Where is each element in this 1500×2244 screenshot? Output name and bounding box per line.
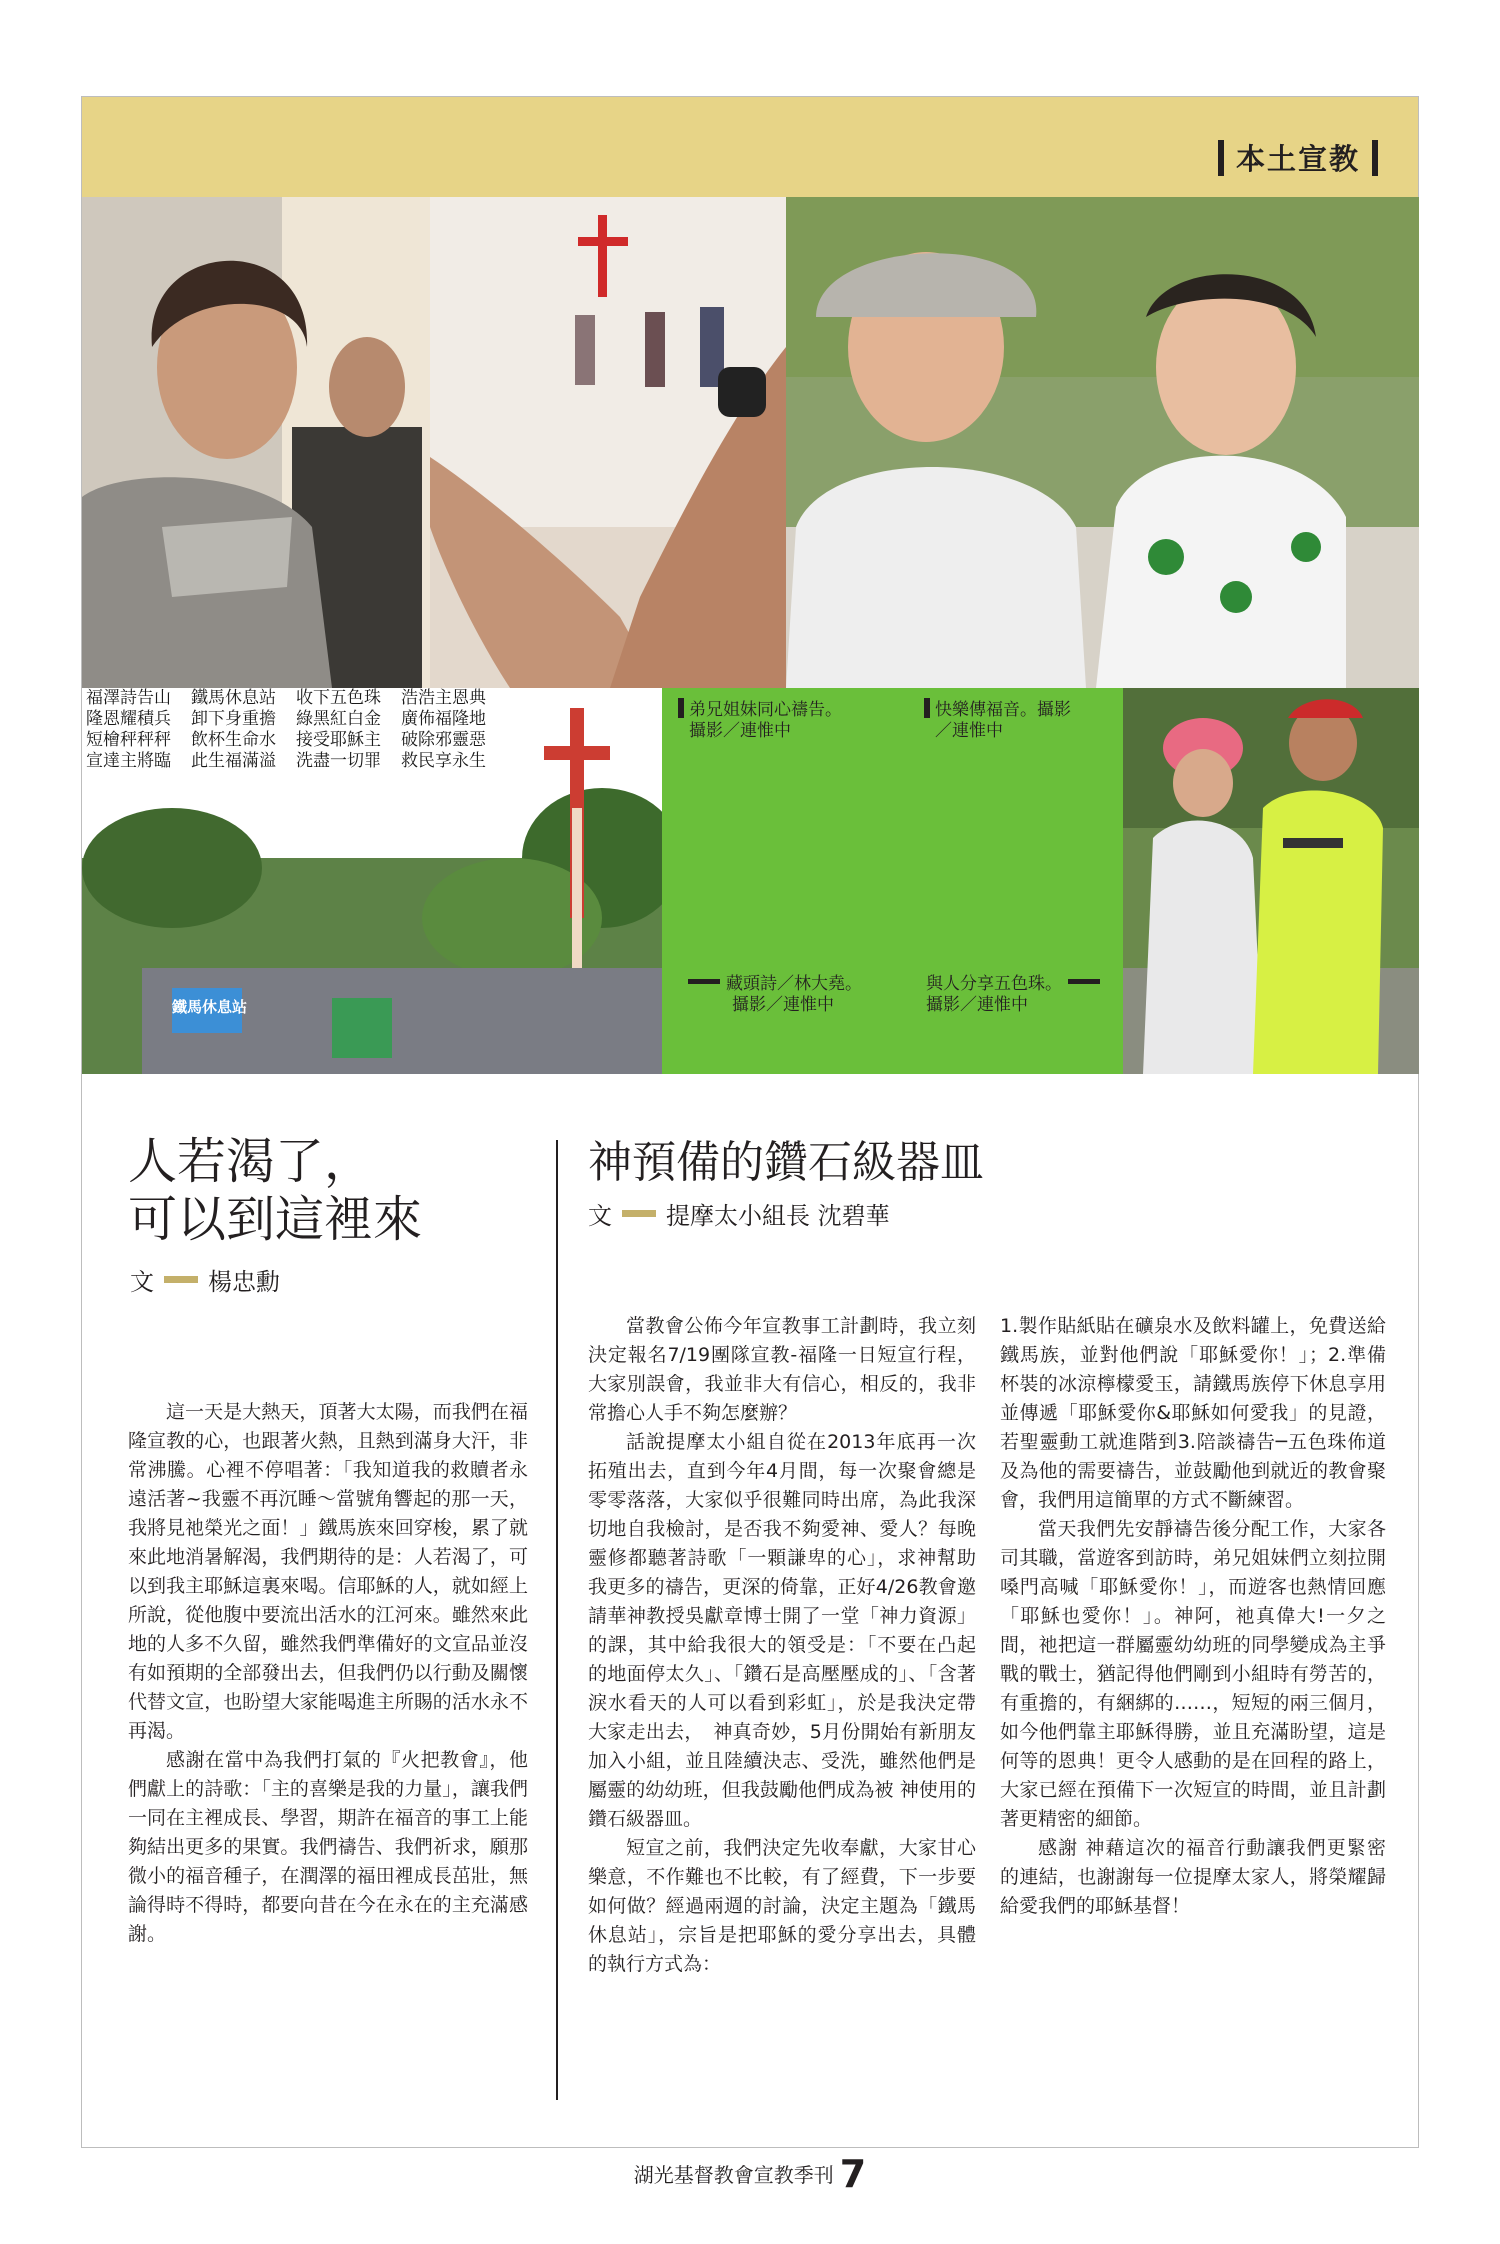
- photo-holding-hands: [430, 197, 786, 688]
- paragraph: 當教會公佈今年宣教事工計劃時，我立刻決定報名7/19團隊宣教-福隆一日短宣行程，大家別誤會，我並非大有信心，相反的，我非常擔心人手不夠怎麼辦？: [588, 1315, 976, 1424]
- byline-prefix: 文: [588, 1202, 612, 1230]
- article2-body-col1: [588, 1312, 976, 1979]
- page-number: 7: [839, 2152, 867, 2196]
- caption-text: 與人分享五色珠。: [926, 974, 1062, 994]
- photo-sharing-beads: [1123, 688, 1419, 1074]
- section-label: 本土宣教: [1235, 142, 1360, 176]
- caption-panel: [662, 688, 1123, 1074]
- caption-prayer: [678, 698, 842, 742]
- column-divider: [556, 1140, 558, 2100]
- photo-laughing-women: [786, 197, 1419, 688]
- paragraph: 話說提摩太小組自從在2013年底再一次拓殖出去，直到今年4月間，每一次聚會總是零零落落，大家似乎很難同時出席，為此我深切地自我檢討，是否我不夠愛神、愛人？每晚靈修都聽著詩歌「一顆謙卑的心」，求神幫助我更多的禱告，更深的倚靠，正好4/26教會邀請華神教授吳獻章博士開了一堂「神力資源」的課，其中給我很大的領受是：「不要在凸起的地面停太久」、「鑽石是高壓壓成的」、「含著淚水看天的人可以看到彩虹」，於是我決定帶大家走出去， 神真奇妙，5月份開始有新朋友加入小組，並且陸續決志、受洗，雖然他們是屬靈的幼幼班，但我鼓勵他們成為被 神使用的鑽石級器皿。: [588, 1431, 976, 1830]
- title-line: 可以到這裡來: [128, 1191, 423, 1248]
- photo-woman-praying: [82, 197, 430, 688]
- publication-name: 湖光基督教會宣教季刊: [633, 2163, 834, 2187]
- byline-prefix: 文: [130, 1268, 154, 1296]
- banner-sign-text: 鐵馬休息站: [172, 998, 248, 1016]
- poem-column: 浩浩主恩典 廣佈福隆地 破除邪靈惡 救民享永生: [401, 688, 486, 771]
- paragraph: 1.製作貼紙貼在礦泉水及飲料罐上，免費送給鐵馬族，並對他們說「耶穌愛你！」；2.準備杯裝的冰涼檸檬愛玉，請鐵馬族停下休息享用並傳遞「耶穌愛你&耶穌如何愛我」的見證，若聖靈動工就進階到3.陪談禱告─五色珠佈道及為他的需要禱告，並鼓勵他到就近的教會聚會，我們用這簡單的方式不斷練習。: [1000, 1315, 1386, 1511]
- article1-byline: [130, 1262, 280, 1297]
- article2-body-col2: [1000, 1312, 1386, 1921]
- title-line: 人若渴了，: [128, 1133, 374, 1190]
- poem-column: 福澤詩告山 隆恩耀積兵 短檜秤秤秤 宣達主將臨: [86, 688, 171, 771]
- paragraph: 這一天是大熱天，頂著大太陽，而我們在福隆宣教的心，也跟著火熱，且熱到滿身大汗，非常沸騰。心裡不停唱著：「我知道我的救贖者永遠活著~我靈不再沉睡～當號角響起的那一天，我將見祂榮光之面！」鐵馬族來回穿梭，累了就來此地消暑解渴，我們期待的是：人若渴了，可以到我主耶穌這裏來喝。信耶穌的人，就如經上所說，從他腹中要流出活水的江河來。雖然來此地的人多不久留，雖然我們準備好的文宣品並沒有如預期的全部發出去，但我們仍以行動及關懷代替文宣，也盼望大家能喝進主所賜的活水永不再渴。: [128, 1401, 528, 1742]
- page-footer: [0, 2152, 1500, 2196]
- article1-body: [128, 1398, 528, 1949]
- caption-credit: 攝影／連惟中: [732, 995, 834, 1015]
- caption-beads: [926, 974, 1106, 1016]
- caption-poem: [688, 974, 862, 1016]
- author-name: 楊忠勳: [208, 1268, 280, 1296]
- paragraph: 當天我們先安靜禱告後分配工作，大家各司其職，當遊客到訪時，弟兄姐妹們立刻拉開嗓門高喊「耶穌愛你！」，而遊客也熱情回應「耶穌也愛你！」。神阿，祂真偉大!一夕之間，祂把這一群屬靈幼幼班的同學變成為主爭戰的戰士，猶記得他們剛到小組時有勞苦的，有重擔的，有綑綁的……，短短的兩三個月，如今他們靠主耶穌得勝，並且充滿盼望，這是何等的恩典！更令人感動的是在回程的路上，大家已經在預備下一次短宣的時間，並且計劃著更精密的細節。: [1000, 1518, 1386, 1830]
- caption-text: 弟兄姐妹同心禱告。: [689, 700, 842, 720]
- caption-credit: 攝影／連惟中: [689, 721, 791, 741]
- article1-title: [128, 1133, 422, 1249]
- poem-column: 鐵馬休息站 卸下身重擔 飲杯生命水 此生福滿溢: [191, 688, 276, 771]
- article2-title: 神預備的鑽石級器皿: [588, 1137, 984, 1188]
- caption-text: 快樂傳福音。攝影: [935, 700, 1071, 720]
- caption-credit: 攝影／連惟中: [926, 995, 1028, 1015]
- paragraph: 感謝在當中為我們打氣的『火把教會』，他們獻上的詩歌：「主的喜樂是我的力量」，讓我們一同在主裡成長、學習，期許在福音的事工上能夠結出更多的果實。我們禱告、我們祈求，願那微小的福音種子，在潤澤的福田裡成長茁壯，無論得時不得時，都要向昔在今在永在的主充滿感謝。: [128, 1749, 528, 1945]
- caption-text: 藏頭詩／林大堯。: [726, 974, 862, 994]
- acrostic-poem: [86, 688, 486, 772]
- caption-credit: ／連惟中: [935, 721, 1003, 741]
- caption-gospel: [924, 698, 1071, 742]
- article2-byline: [588, 1196, 890, 1231]
- paragraph: 感謝 神藉這次的福音行動讓我們更緊密的連結，也謝謝每一位提摩太家人，將榮耀歸給愛我們的耶穌基督！: [1000, 1837, 1386, 1917]
- paragraph: 短宣之前，我們決定先收奉獻，大家甘心樂意，不作難也不比較，有了經費，下一步要如何做？經過兩週的討論，決定主題為「鐵馬休息站」，宗旨是把耶穌的愛分享出去，具體的執行方式為：: [588, 1837, 976, 1975]
- section-tag: [1206, 137, 1390, 178]
- author-name: 提摩太小組長 沈碧華: [666, 1202, 890, 1230]
- poem-column: 收下五色珠 綠黑紅白金 接受耶穌主 洗盡一切罪: [296, 688, 381, 771]
